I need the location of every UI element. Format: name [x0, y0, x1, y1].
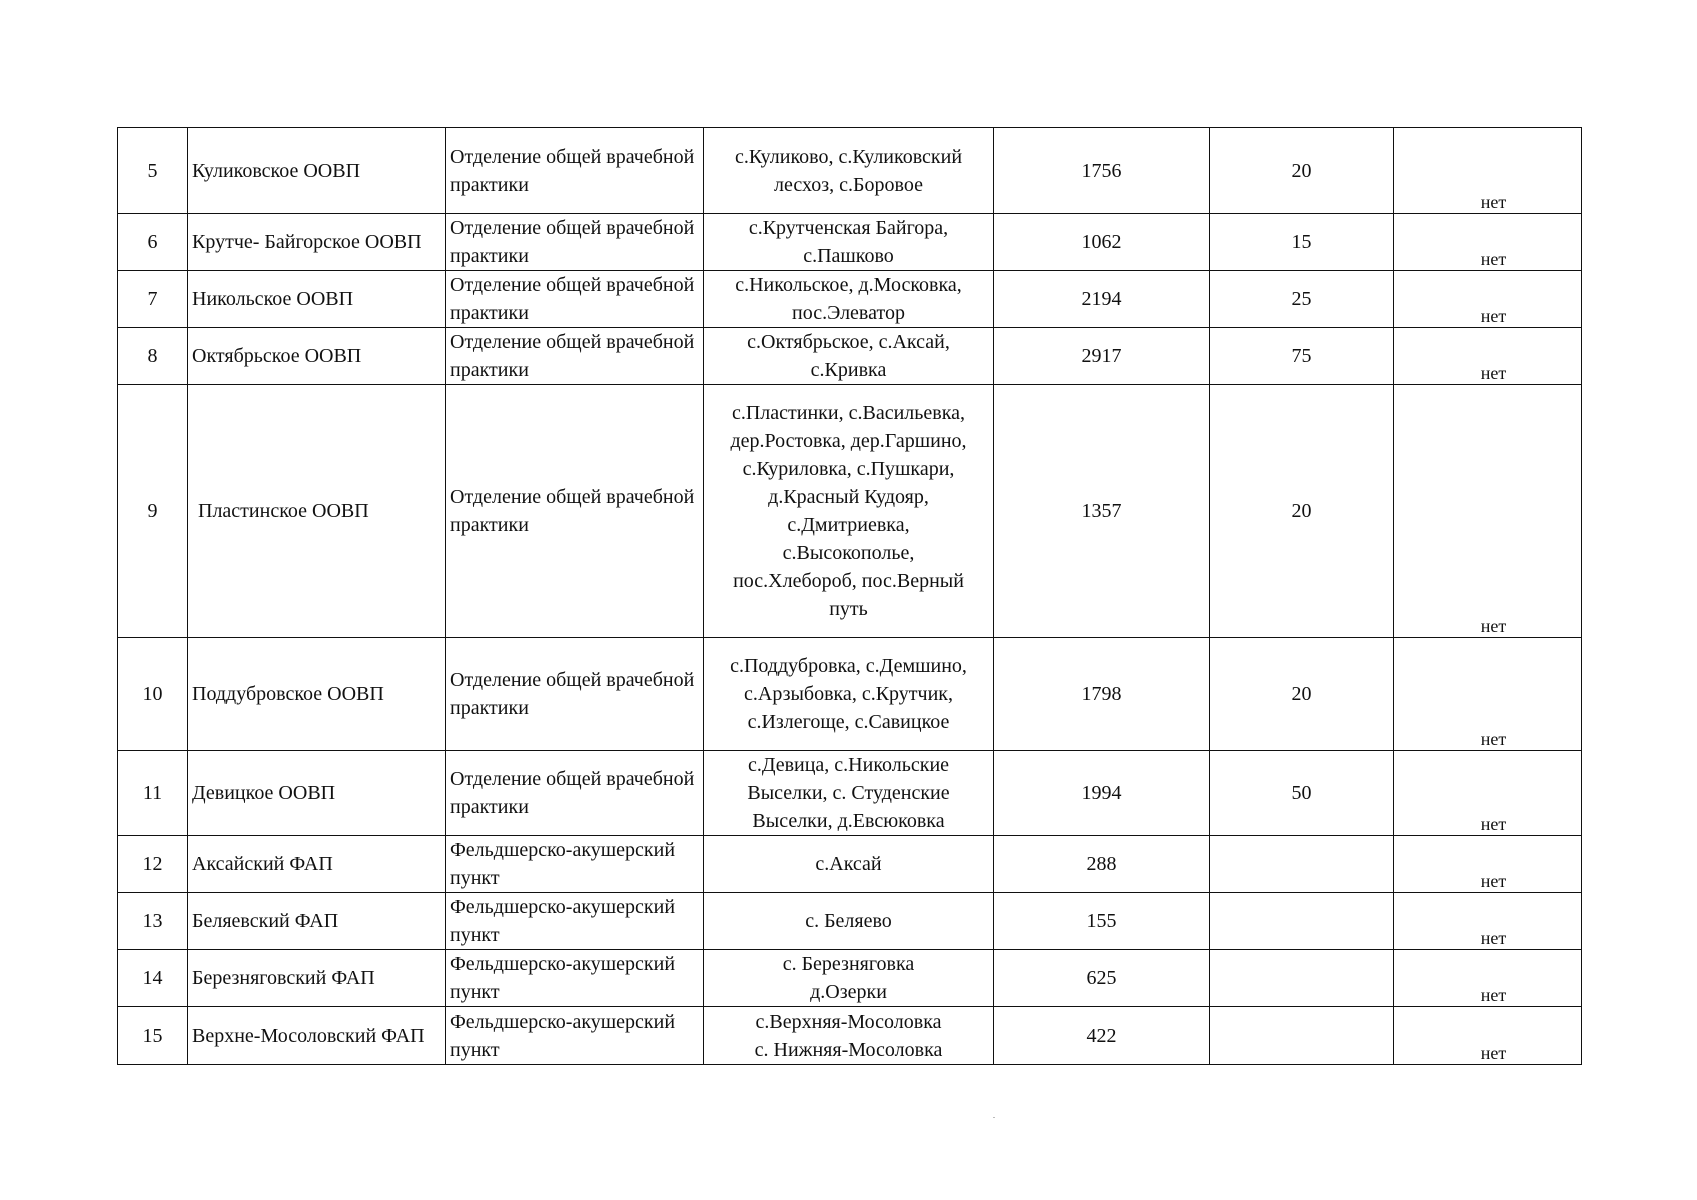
- facility-name-cell: [188, 950, 446, 1007]
- population-value: 2917: [1081, 345, 1122, 367]
- facility-name-cell: [188, 385, 446, 638]
- facility-type-cell: [446, 385, 704, 638]
- beds-cell: [1210, 751, 1394, 836]
- facility-name: Березняговский ФАП: [192, 967, 375, 989]
- served-location-line: с.Пашково: [803, 245, 894, 267]
- flag-value: нет: [1480, 928, 1507, 948]
- facility-type-cell: [446, 836, 704, 893]
- table-row: [118, 128, 1582, 214]
- served-location-line: с.Верхняя-Мосоловка: [755, 1010, 942, 1033]
- beds-value: 20: [1291, 159, 1312, 182]
- population-cell: [994, 950, 1210, 1007]
- flag-value: нет: [1480, 616, 1507, 636]
- served-locations-cell: [704, 271, 994, 328]
- beds-cell: [1210, 950, 1394, 1007]
- facility-name: Куликовское ООВП: [192, 159, 361, 182]
- facility-type-cell: [446, 271, 704, 328]
- facility-name: Крутче- Байгорское ООВП: [192, 231, 422, 253]
- ink-speck: [993, 1117, 995, 1118]
- population-cell: [994, 1007, 1210, 1065]
- flag-value: нет: [1480, 814, 1507, 834]
- served-locations-cell: [704, 950, 994, 1007]
- served-locations-cell: [704, 328, 994, 385]
- population-value: 288: [1086, 853, 1117, 875]
- facility-type: Отделение общей врачебной практики: [450, 768, 695, 818]
- served-location-line: с.Октябрьское, с.Аксай,: [747, 331, 950, 353]
- served-location-line: путь: [829, 598, 868, 620]
- facility-type-cell: [446, 893, 704, 950]
- population-value: 1357: [1081, 500, 1122, 522]
- served-location-line: д.Красный Кудояр,: [768, 486, 929, 508]
- table-row: [118, 271, 1582, 328]
- population-cell: [994, 638, 1210, 751]
- served-locations-cell: [704, 214, 994, 271]
- beds-cell: [1210, 638, 1394, 751]
- row-number: 13: [142, 910, 163, 932]
- facility-name-cell: [188, 836, 446, 893]
- beds-value: 75: [1291, 345, 1312, 367]
- beds-cell: [1210, 328, 1394, 385]
- beds-value: 25: [1291, 288, 1312, 310]
- facility-name-cell: [188, 1007, 446, 1065]
- facility-name-cell: [188, 751, 446, 836]
- beds-value: 20: [1291, 500, 1312, 522]
- facility-name: Октябрьское ООВП: [192, 345, 362, 367]
- row-number-cell: [118, 214, 188, 271]
- facility-type-cell: [446, 1007, 704, 1065]
- flag-cell: [1394, 128, 1582, 214]
- served-locations-cell: [704, 893, 994, 950]
- beds-cell: [1210, 836, 1394, 893]
- population-cell: [994, 271, 1210, 328]
- served-location-line: с.Высокополье,: [782, 542, 915, 564]
- flag-cell: [1394, 271, 1582, 328]
- row-number-cell: [118, 893, 188, 950]
- row-number-cell: [118, 638, 188, 751]
- served-location-line: Выселки, с. Студенские: [747, 782, 950, 804]
- served-location-line: с.Излегоще, с.Савицкое: [747, 711, 950, 733]
- table-row: [118, 893, 1582, 950]
- served-location-line: с.Аксай: [815, 853, 882, 875]
- served-location-line: с.Куриловка, с.Пушкари,: [742, 458, 955, 480]
- row-number: 8: [147, 345, 158, 367]
- beds-cell: [1210, 385, 1394, 638]
- facility-name: Верхне-Мосоловский ФАП: [192, 1024, 425, 1047]
- facility-name-cell: [188, 328, 446, 385]
- flag-cell: [1394, 638, 1582, 751]
- facility-name-cell: [188, 893, 446, 950]
- table-row: [118, 214, 1582, 271]
- facility-type-cell: [446, 128, 704, 214]
- facility-name-cell: [188, 214, 446, 271]
- facility-type-cell: [446, 950, 704, 1007]
- facilities-table: [117, 127, 1582, 1065]
- served-location-line: с. Березняговка: [782, 953, 915, 975]
- population-cell: [994, 128, 1210, 214]
- facility-type: Отделение общей врачебной практики: [450, 486, 695, 536]
- flag-value: нет: [1480, 871, 1507, 891]
- row-number: 14: [142, 967, 163, 989]
- facility-type-cell: [446, 328, 704, 385]
- facility-name: Поддубровское ООВП: [192, 683, 384, 705]
- flag-cell: [1394, 950, 1582, 1007]
- facility-type: Отделение общей врачебной практики: [450, 217, 695, 267]
- flag-cell: [1394, 1007, 1582, 1065]
- population-value: 1756: [1081, 159, 1122, 182]
- beds-value: 15: [1291, 231, 1312, 253]
- row-number: 10: [142, 683, 163, 705]
- row-number: 5: [147, 159, 158, 182]
- population-value: 1994: [1081, 782, 1122, 804]
- facility-type-cell: [446, 751, 704, 836]
- served-location-line: с.Девица, с.Никольские: [747, 754, 950, 776]
- flag-cell: [1394, 893, 1582, 950]
- served-location-line: с.Арзыбовка, с.Крутчик,: [744, 683, 953, 705]
- served-locations-cell: [704, 385, 994, 638]
- row-number: 11: [142, 782, 163, 804]
- table-row: [118, 328, 1582, 385]
- row-number: 9: [147, 500, 158, 522]
- served-locations-cell: [704, 128, 994, 214]
- row-number-cell: [118, 128, 188, 214]
- served-location-line: Выселки, д.Евсюковка: [752, 810, 945, 832]
- population-cell: [994, 214, 1210, 271]
- flag-cell: [1394, 751, 1582, 836]
- served-locations-cell: [704, 1007, 994, 1065]
- table-row: [118, 836, 1582, 893]
- facility-type: Фельдшерско-акушерский пункт: [450, 896, 676, 946]
- served-location-line: с.Кривка: [810, 359, 887, 381]
- row-number: 7: [147, 288, 158, 310]
- facility-name-cell: [188, 638, 446, 751]
- served-location-line: с. Нижняя-Мосоловка: [754, 1038, 943, 1061]
- population-cell: [994, 893, 1210, 950]
- row-number-cell: [118, 836, 188, 893]
- served-location-line: с.Никольское, д.Московка,: [735, 274, 962, 296]
- table-row: [118, 950, 1582, 1007]
- flag-cell: [1394, 328, 1582, 385]
- served-locations-cell: [704, 638, 994, 751]
- beds-cell: [1210, 214, 1394, 271]
- table-body: [118, 128, 1582, 1065]
- facility-type-cell: [446, 638, 704, 751]
- facility-type-cell: [446, 214, 704, 271]
- served-location-line: с. Беляево: [805, 910, 892, 932]
- row-number-cell: [118, 328, 188, 385]
- flag-value: нет: [1480, 985, 1507, 1005]
- row-number-cell: [118, 271, 188, 328]
- facility-type: Фельдшерско-акушерский пункт: [450, 953, 676, 1003]
- row-number: 15: [142, 1024, 163, 1047]
- table-row: [118, 385, 1582, 638]
- beds-value: 20: [1291, 683, 1312, 705]
- facility-name: Беляевский ФАП: [192, 910, 339, 932]
- facility-type: Отделение общей врачебной практики: [450, 274, 695, 324]
- population-value: 2194: [1081, 288, 1122, 310]
- served-location-line: д.Озерки: [810, 981, 887, 1003]
- table-row: [118, 751, 1582, 836]
- flag-value: нет: [1480, 363, 1507, 383]
- population-value: 1798: [1081, 683, 1122, 705]
- facility-type: Фельдшерско-акушерский пункт: [450, 839, 676, 889]
- facility-type: Отделение общей врачебной практики: [450, 669, 695, 719]
- facility-name-cell: [188, 128, 446, 214]
- served-location-line: с.Крутченская Байгора,: [748, 217, 949, 239]
- flag-cell: [1394, 385, 1582, 638]
- row-number: 12: [142, 853, 163, 875]
- beds-cell: [1210, 1007, 1394, 1065]
- flag-cell: [1394, 214, 1582, 271]
- flag-value: нет: [1480, 192, 1507, 212]
- served-location-line: лесхоз, с.Боровое: [774, 173, 923, 196]
- flag-cell: [1394, 836, 1582, 893]
- flag-value: нет: [1480, 249, 1507, 269]
- row-number-cell: [118, 751, 188, 836]
- beds-value: 50: [1291, 782, 1312, 804]
- facility-type: Фельдшерско-акушерский пункт: [450, 1010, 676, 1061]
- beds-cell: [1210, 128, 1394, 214]
- served-location-line: пос.Элеватор: [792, 302, 905, 324]
- flag-value: нет: [1480, 306, 1507, 326]
- row-number-cell: [118, 950, 188, 1007]
- served-location-line: дер.Ростовка, дер.Гаршино,: [730, 430, 967, 452]
- served-location-line: с.Поддубровка, с.Демшино,: [730, 655, 967, 677]
- facility-type: Отделение общей врачебной практики: [450, 331, 695, 381]
- served-location-line: с.Дмитриевка,: [787, 514, 910, 536]
- served-location-line: с.Пластинки, с.Васильевка,: [731, 402, 965, 424]
- population-value: 155: [1086, 910, 1117, 932]
- served-location-line: пос.Хлебороб, пос.Верный: [733, 570, 964, 592]
- facility-name: Пластинское ООВП: [198, 500, 369, 522]
- facility-name: Никольское ООВП: [192, 288, 354, 310]
- population-value: 422: [1086, 1024, 1117, 1047]
- served-locations-cell: [704, 751, 994, 836]
- facility-name: Аксайский ФАП: [192, 853, 333, 875]
- row-number: 6: [147, 231, 158, 253]
- population-cell: [994, 328, 1210, 385]
- table-row: [118, 638, 1582, 751]
- population-value: 1062: [1081, 231, 1122, 253]
- served-locations-cell: [704, 836, 994, 893]
- population-cell: [994, 385, 1210, 638]
- population-cell: [994, 836, 1210, 893]
- row-number-cell: [118, 385, 188, 638]
- population-cell: [994, 751, 1210, 836]
- flag-value: нет: [1480, 1043, 1507, 1063]
- row-number-cell: [118, 1007, 188, 1065]
- facility-type: Отделение общей врачебной практики: [450, 145, 695, 196]
- served-location-line: с.Куликово, с.Куликовский: [734, 145, 963, 168]
- table-row: [118, 1007, 1582, 1065]
- facility-name: Девицкое ООВП: [192, 782, 336, 804]
- beds-cell: [1210, 271, 1394, 328]
- population-value: 625: [1086, 967, 1117, 989]
- flag-value: нет: [1480, 729, 1507, 749]
- beds-cell: [1210, 893, 1394, 950]
- facility-name-cell: [188, 271, 446, 328]
